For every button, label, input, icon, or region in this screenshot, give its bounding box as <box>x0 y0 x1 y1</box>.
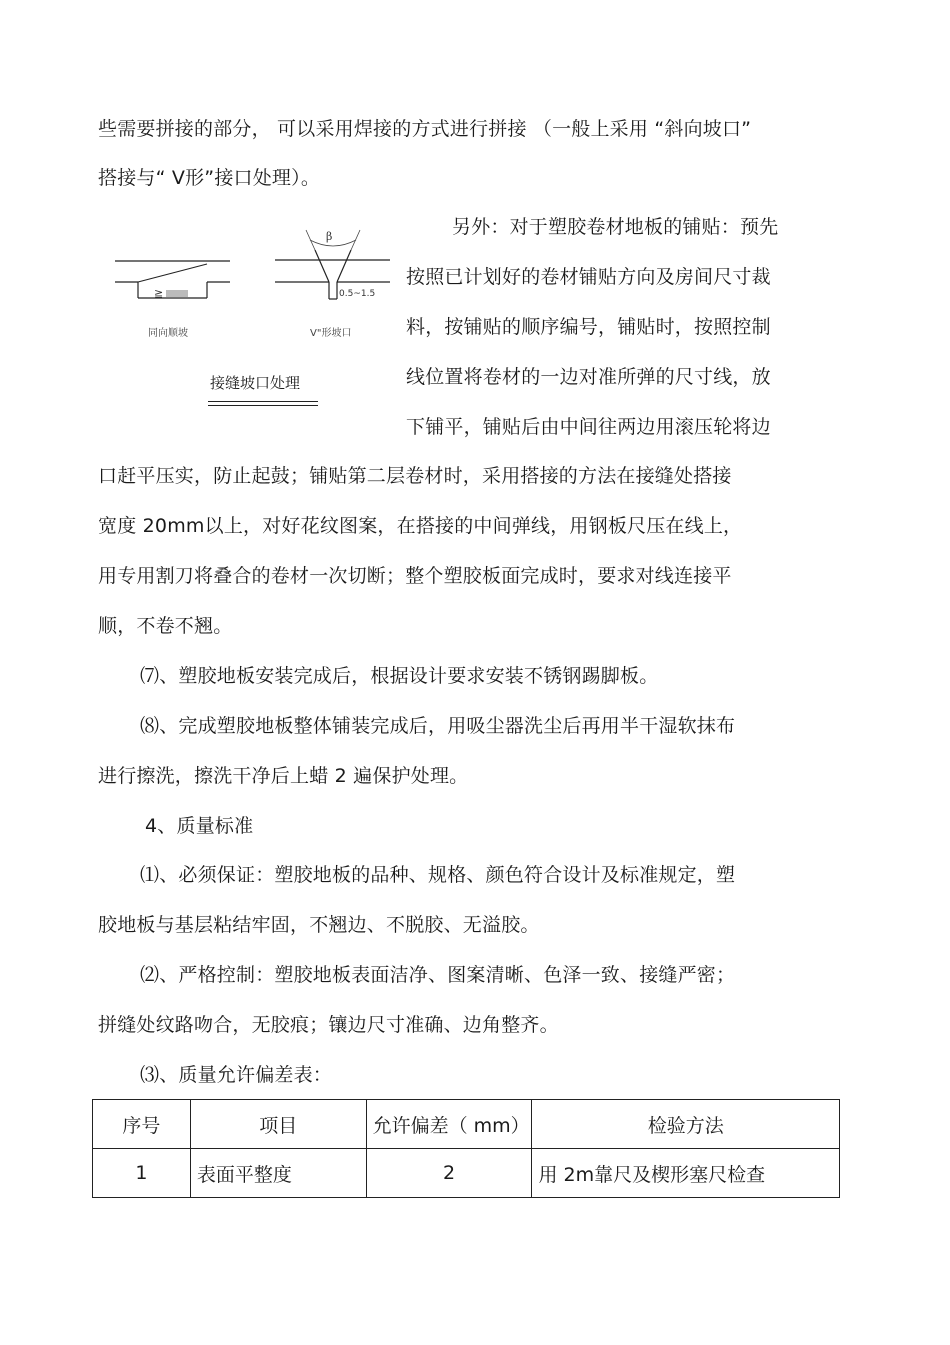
figure-title: 接缝坡口处理 <box>210 374 301 392</box>
side-text-line-1: 另外：对于塑胶卷材地板的铺贴：预先 <box>452 216 779 238</box>
gap-dimension: 0.5~1.5 <box>339 289 376 299</box>
ge-symbol: ≧ <box>154 287 164 300</box>
table-header-row <box>93 1100 840 1149</box>
side-text-line-5: 下铺平，铺贴后由中间往两边用滚压轮将边 <box>406 416 771 438</box>
side-text-line-2: 按照已计划好的卷材铺贴方向及房间尺寸裁 <box>406 266 771 288</box>
body-line-10: 用专用割刀将叠合的卷材一次切断；整个塑胶板面完成时，要求对线连接平 <box>98 565 732 587</box>
body-line-11: 顺，不卷不翘。 <box>98 615 233 637</box>
title-underline-1 <box>208 401 318 402</box>
table-cell: 表面平整度 <box>190 1149 366 1198</box>
body-line-1: 些需要拼接的部分， 可以采用焊接的方式进行拼接 （一般上采用 “斜向坡口” <box>98 118 752 140</box>
table-header-cell: 允许偏差（ mm） <box>366 1100 532 1149</box>
table-header-cell: 检验方法 <box>532 1100 840 1149</box>
right-diagram-caption: V"形坡口 <box>310 328 352 339</box>
section-heading-quality: 4、质量标准 <box>145 815 254 837</box>
body-line-16: ⑴、必须保证：塑胶地板的品种、规格、颜色符合设计及标准规定，塑 <box>140 864 736 886</box>
body-line-12: ⑺、塑胶地板安装完成后，根据设计要求安装不锈钢踢脚板。 <box>140 665 659 687</box>
table-row <box>93 1149 840 1198</box>
title-underline-2 <box>208 405 318 406</box>
body-line-14: 进行擦洗，擦洗干净后上蜡 2 遍保护处理。 <box>98 765 469 787</box>
joint-bevel-figure <box>110 222 400 412</box>
table-cell: 1 <box>93 1149 191 1198</box>
table-cell: 2 <box>366 1149 532 1198</box>
side-text-line-4: 线位置将卷材的一边对准所弹的尺寸线，放 <box>406 366 771 388</box>
body-line-18: ⑵、严格控制：塑胶地板表面洁净、图案清晰、色泽一致、接缝严密； <box>140 964 736 986</box>
left-diagram-caption: 同向顺坡 <box>148 328 188 339</box>
body-line-20: ⑶、质量允许偏差表： <box>140 1064 333 1086</box>
body-line-19: 拼缝处纹路吻合，无胶痕；镶边尺寸准确、边角整齐。 <box>98 1014 559 1036</box>
table-cell: 用 2m靠尺及楔形塞尺检查 <box>532 1149 840 1198</box>
body-line-8: 口赶平压实，防止起鼓；铺贴第二层卷材时，采用搭接的方法在接缝处搭接 <box>98 465 732 487</box>
body-line-2: 搭接与“ V形”接口处理）。 <box>98 167 321 189</box>
quality-tolerance-table <box>92 1099 840 1198</box>
table-header-cell: 序号 <box>93 1100 191 1149</box>
side-text-line-3: 料，按铺贴的顺序编号，铺贴时，按照控制 <box>406 316 771 338</box>
smudge-mark <box>166 290 188 297</box>
body-line-13: ⑻、完成塑胶地板整体铺装完成后，用吸尘器洗尘后再用半干湿软抹布 <box>140 715 736 737</box>
body-line-9: 宽度 20mm以上，对好花纹图案，在搭接的中间弹线，用钢板尺压在线上， <box>98 515 743 537</box>
table-header-cell: 项目 <box>190 1100 366 1149</box>
beta-label: β <box>326 230 333 243</box>
body-line-17: 胶地板与基层粘结牢固，不翘边、不脱胶、无溢胶。 <box>98 914 540 936</box>
